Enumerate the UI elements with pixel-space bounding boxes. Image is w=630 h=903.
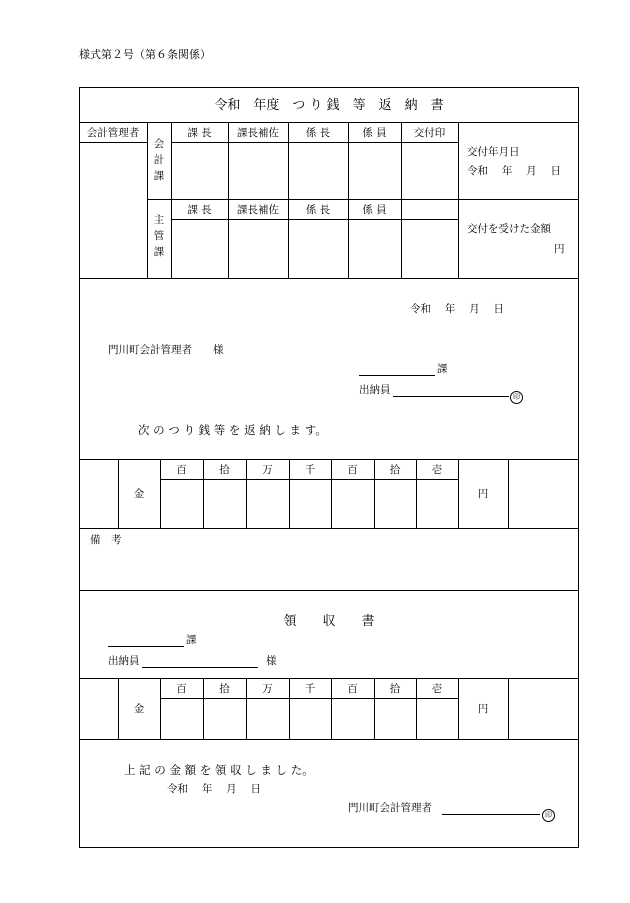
receipt-amount-unit: 円 <box>477 703 489 715</box>
receipt-signer-line <box>442 814 540 815</box>
digit-hundreds-man: 百 <box>176 464 187 476</box>
receipt-section-suffix: 課 <box>186 634 197 646</box>
receipt-amount-label: 金 <box>133 703 145 715</box>
receipt-officer-line <box>142 667 258 668</box>
addressee: 門川町会計管理者 様 <box>108 344 224 356</box>
digit-thousands: 千 <box>304 464 316 476</box>
seal-mark: 印 <box>510 391 523 404</box>
issue-date-label: 交付年月日 <box>467 146 520 158</box>
receipt-signer: 門川町会計管理者 <box>348 802 432 814</box>
receipt-seal-mark: 印 <box>542 809 555 822</box>
receipt-digit-hundreds: 百 <box>347 683 358 695</box>
col-section-chief: 課 長 <box>187 127 212 139</box>
section-input-line <box>359 375 435 376</box>
issue-date-value: 令和 年 月 日 <box>467 165 562 177</box>
officer-input-line <box>393 396 509 397</box>
accounting-manager-label: 会計管理者 <box>86 127 140 139</box>
digit-ones: 壱 <box>431 464 443 476</box>
return-date: 令和 年 月 日 <box>410 303 505 315</box>
accounting-section-label: 会 計 課 <box>153 138 165 182</box>
receipt-digit-tens: 拾 <box>389 683 401 695</box>
receipt-honorific: 様 <box>266 655 277 667</box>
col-issue-seal: 交付印 <box>413 127 446 139</box>
receipt-digit-thousands: 千 <box>304 683 316 695</box>
col-staff: 係 員 <box>362 127 387 139</box>
col-deputy-chief-2: 課長補佐 <box>237 204 279 216</box>
digit-tens-man: 拾 <box>219 464 230 476</box>
form-id: 様式第２号（第６条関係） <box>79 48 211 61</box>
amount-label: 金 <box>133 488 145 500</box>
main-section-label: 主 管 課 <box>153 214 165 258</box>
receipt-digit-tens-man: 拾 <box>219 683 230 695</box>
receipt-digit-man: 万 <box>262 683 273 695</box>
col-deputy-chief: 課長補佐 <box>237 127 279 139</box>
receipt-section-line <box>108 646 184 647</box>
receipt-digit-ones: 壱 <box>431 683 443 695</box>
amount-unit: 円 <box>477 488 489 500</box>
receipt-statement: 上 記 の 金 額 を 領 収 し ま し た。 <box>124 763 314 777</box>
received-amount-label: 交付を受けた金額 <box>467 223 551 235</box>
receipt-officer-label: 出納員 <box>108 655 140 667</box>
col-section-chief-2: 課 長 <box>187 204 212 216</box>
col-subsection-chief: 係 長 <box>305 127 331 139</box>
received-amount-yen: 円 <box>554 243 565 255</box>
digit-hundreds: 百 <box>347 464 358 476</box>
receipt-title: 領 収 書 <box>283 614 375 629</box>
col-subsection-chief-2: 係 長 <box>305 204 331 216</box>
section-suffix: 課 <box>437 363 448 375</box>
receipt-digit-hundreds-man: 百 <box>176 683 187 695</box>
col-staff-2: 係 員 <box>362 204 387 216</box>
officer-label: 出納員 <box>359 384 391 396</box>
receipt-date: 令和 年 月 日 <box>167 783 262 795</box>
digit-man: 万 <box>262 464 273 476</box>
return-statement: 次 の つ り 銭 等 を 返 納 し ま す。 <box>138 423 327 437</box>
remarks-label: 備 考 <box>90 534 122 546</box>
digit-tens: 拾 <box>389 464 401 476</box>
page-title: 令和 年度 つ り 銭 等 返 納 書 <box>214 98 444 113</box>
